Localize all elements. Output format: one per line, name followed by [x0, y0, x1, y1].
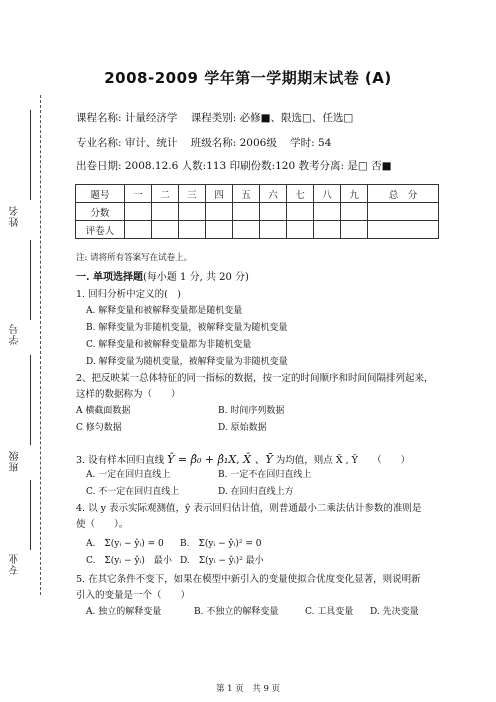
question-5-option-d[interactable]: D. 先决变量: [370, 607, 419, 617]
score-table-cell[interactable]: [206, 221, 233, 239]
score-table: [75, 184, 439, 239]
score-table-cell[interactable]: [287, 221, 314, 239]
score-table-cell[interactable]: [179, 203, 206, 221]
question-2-option-b[interactable]: B. 时间序列数据: [218, 406, 285, 416]
major-name: 专业名称: 审计、统计: [76, 137, 178, 149]
question-3-suffix: 为均值，则点 X̄ , Ȳ （ ）: [275, 455, 411, 466]
score-table-score-row: [76, 203, 439, 221]
side-label-student-id: 学号: [10, 323, 21, 345]
header-row-1: [76, 110, 363, 125]
question-2-option-a[interactable]: A 横截面数据: [76, 406, 131, 416]
exam-title: 2008-2009 学年第一学期期末试卷 (A): [104, 69, 392, 87]
score-table-cell[interactable]: [341, 221, 368, 239]
question-4-line-1: 4. 以 y 表示实际观测值，ŷ 表示回归估计值，则普通最小二乘法估计参数的准则是: [76, 503, 422, 514]
score-table-grader-row: [76, 221, 439, 239]
course-hours: 学时: 54: [290, 137, 332, 149]
question-1-option-d[interactable]: D. 解释变量为随机变量，被解释变量为非随机变量: [86, 357, 288, 367]
question-2-line-2: 这样的数据称为（ ）: [76, 389, 181, 400]
score-table-cell: 总 分: [368, 185, 439, 203]
score-table-cell: 评卷人: [76, 221, 125, 239]
score-table-cell: 九: [341, 185, 368, 203]
score-table-cell[interactable]: [233, 221, 260, 239]
question-4-option-b[interactable]: B. Σ(yᵢ − ŷᵢ)² = 0: [180, 539, 262, 549]
score-table-cell[interactable]: [368, 221, 439, 239]
score-table-cell: 四: [206, 185, 233, 203]
question-3-option-c[interactable]: C. 不一定在回归直线上: [86, 487, 180, 497]
class-name: 班级名称: 2006级: [190, 137, 277, 149]
score-table-cell[interactable]: [206, 203, 233, 221]
score-table-cell[interactable]: [125, 203, 152, 221]
question-2-line-1: 2、把反映某一总体特征的同一指标的数据，按一定的时间顺序和时间间隔排列起来，: [76, 373, 434, 384]
section-1-title: 一. 单项选择题: [76, 272, 143, 283]
question-3: [76, 451, 410, 467]
score-table-cell[interactable]: [152, 221, 179, 239]
header-row-2: [76, 135, 341, 150]
side-blank-class: [30, 355, 32, 445]
question-1-option-b[interactable]: B. 解释变量为非随机变量，被解释变量为随机变量: [86, 323, 288, 333]
score-table-cell[interactable]: [233, 203, 260, 221]
regression-formula: Ŷ = β̂₀ + β̂₁X, X̄ 、Ȳ: [167, 453, 273, 466]
question-5-line-1: 5. 在其它条件不变下，如果在模型中新引入的变量使拟合优度变化显著，则说明新: [76, 574, 421, 585]
score-table-cell[interactable]: [287, 203, 314, 221]
score-table-cell[interactable]: [368, 203, 439, 221]
question-5-option-b[interactable]: B. 不独立的解释变量: [194, 607, 279, 617]
score-table-cell[interactable]: [179, 221, 206, 239]
score-table-cell[interactable]: [314, 203, 341, 221]
side-label-name: 姓名: [10, 205, 21, 227]
score-table-cell: 二: [152, 185, 179, 203]
score-table-cell[interactable]: [314, 221, 341, 239]
question-2-option-d[interactable]: D. 原始数据: [218, 423, 267, 433]
side-label-major: 专业: [10, 553, 21, 575]
question-1-option-a[interactable]: A. 解释变量和被解释变量都是随机变量: [86, 306, 243, 316]
score-table-cell: 七: [287, 185, 314, 203]
score-table-cell: 八: [314, 185, 341, 203]
question-4-line-2: 使（ ）。: [76, 519, 129, 530]
question-2-option-c[interactable]: C 修匀数据: [76, 423, 122, 433]
section-1-heading: [76, 268, 249, 283]
question-4-option-c[interactable]: C. Σ(yᵢ − ŷᵢ) 最小: [86, 556, 172, 566]
header-row-3: 出卷日期: 2008.12.6 人数:113 印刷份数:120 教考分离: 是□ 否■: [76, 160, 392, 172]
score-table-cell[interactable]: [260, 221, 287, 239]
page-footer: 第 1 页 共 9 页: [215, 684, 281, 694]
question-5-line-2: 引入的变量是一个（ ）: [76, 590, 191, 601]
course-name: 课程名称: 计量经济学: [76, 112, 178, 124]
question-5-option-c[interactable]: C. 工具变量: [305, 607, 354, 617]
section-1-desc: (每小题 1 分, 共 20 分): [142, 272, 249, 283]
side-label-class: 班级: [10, 450, 21, 472]
score-table-cell[interactable]: [152, 203, 179, 221]
course-type: 课程类别: 必修■、限选□、任选□: [190, 112, 354, 124]
question-3-option-a[interactable]: A. 一定在回归直线上: [86, 470, 171, 480]
side-blank-name: [30, 110, 32, 200]
question-1-option-c[interactable]: C. 解释变量和被解释变量都为非随机变量: [86, 340, 252, 350]
score-table-cell[interactable]: [260, 203, 287, 221]
question-1: 1. 回归分析中定义的( ): [76, 289, 181, 300]
score-table-cell[interactable]: [341, 203, 368, 221]
question-3-prefix: 3. 设有样本回归直线: [76, 455, 165, 466]
score-table-cell: 分数: [76, 203, 125, 221]
binding-line: [40, 95, 41, 595]
question-3-option-d[interactable]: D. 在回归直线上方: [218, 487, 294, 497]
score-table-cell: 一: [125, 185, 152, 203]
score-table-cell[interactable]: [125, 221, 152, 239]
score-table-header-row: [76, 185, 439, 203]
score-table-cell: 题号: [76, 185, 125, 203]
question-5-option-a[interactable]: A. 独立的解释变量: [86, 607, 162, 617]
score-table-cell: 三: [179, 185, 206, 203]
answer-note: 注: 请将所有答案写在试卷上。: [76, 253, 193, 263]
side-blank-student-id: [30, 240, 32, 320]
question-4-option-d[interactable]: D. Σ(yᵢ − ŷᵢ)² 最小: [180, 556, 264, 566]
score-table-cell: 五: [233, 185, 260, 203]
score-table-cell: 六: [260, 185, 287, 203]
side-blank-major: [30, 480, 32, 550]
question-3-option-b[interactable]: B. 一定不在回归直线上: [218, 470, 312, 480]
question-4-option-a[interactable]: A. Σ(yᵢ − ŷᵢ) = 0: [86, 539, 164, 549]
